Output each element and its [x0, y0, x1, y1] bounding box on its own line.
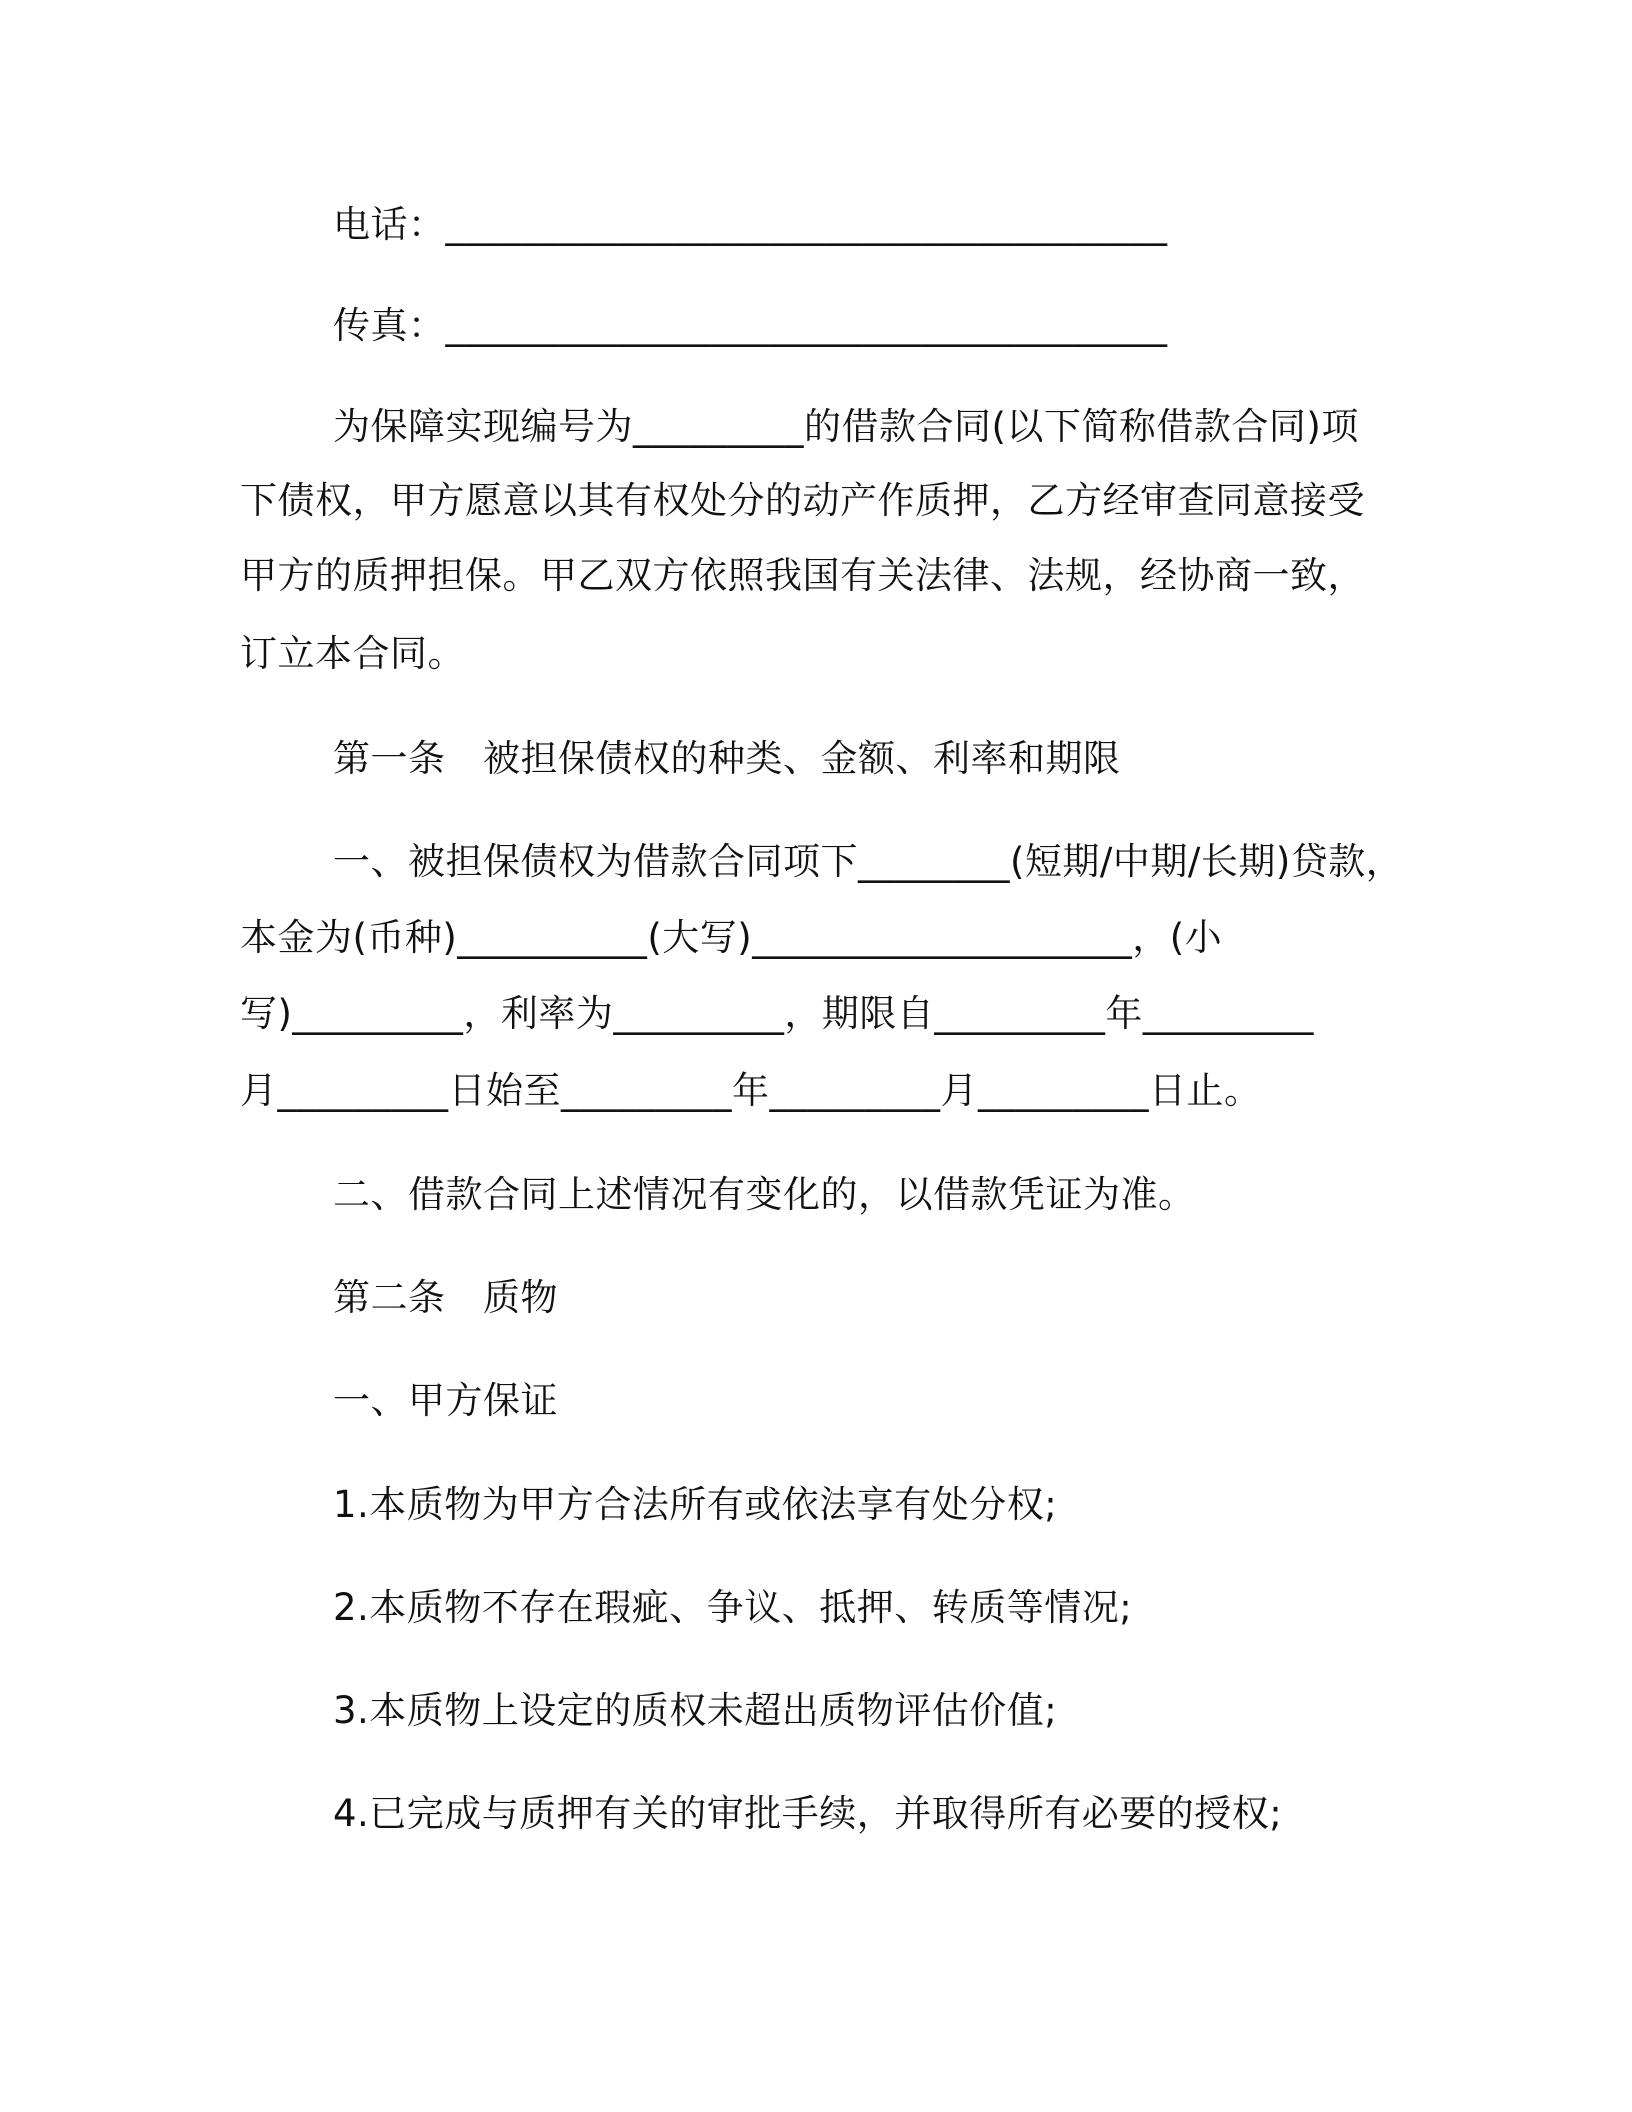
preamble-line-4: 订立本合同。 [240, 632, 465, 675]
fax-field-line: 传真：______________________________________ [333, 304, 1168, 347]
article-1-heading: 第一条 被担保债权的种类、金额、利率和期限 [333, 737, 1121, 780]
article-2-subheading: 一、甲方保证 [333, 1379, 558, 1422]
article-1-item-1-line-2: 本金为(币种)__________(大写)____________________，(小 [240, 916, 1223, 959]
preamble-line-1: 为保障实现编号为_________的借款合同(以下简称借款合同)项 [333, 405, 1359, 448]
article-1-item-2: 二、借款合同上述情况有变化的，以借款凭证为准。 [333, 1173, 1196, 1216]
article-1-item-1-line-1: 一、被担保债权为借款合同项下________(短期/中期/长期)贷款， [333, 840, 1404, 883]
article-1-item-1-line-4: 月_________日始至_________年_________月_________日止。 [240, 1069, 1262, 1112]
preamble-line-3: 甲方的质押担保。甲乙双方依照我国有关法律、法规，经协商一致， [240, 554, 1365, 597]
guarantee-item-4: 4.已完成与质押有关的审批手续，并取得所有必要的授权; [333, 1792, 1283, 1835]
phone-field-line: 电话：______________________________________ [333, 203, 1168, 246]
preamble-line-2: 下债权，甲方愿意以其有权处分的动产作质押，乙方经审查同意接受 [240, 479, 1365, 522]
guarantee-item-2: 2.本质物不存在瑕疵、争议、抵押、转质等情况; [333, 1586, 1133, 1629]
guarantee-item-1: 1.本质物为甲方合法所有或依法享有处分权; [333, 1483, 1058, 1526]
article-2-heading: 第二条 质物 [333, 1276, 558, 1319]
article-1-item-1-line-3: 写)_________，利率为_________，期限自_________年_________ [240, 992, 1314, 1035]
guarantee-item-3: 3.本质物上设定的质权未超出质物评估价值; [333, 1689, 1058, 1732]
